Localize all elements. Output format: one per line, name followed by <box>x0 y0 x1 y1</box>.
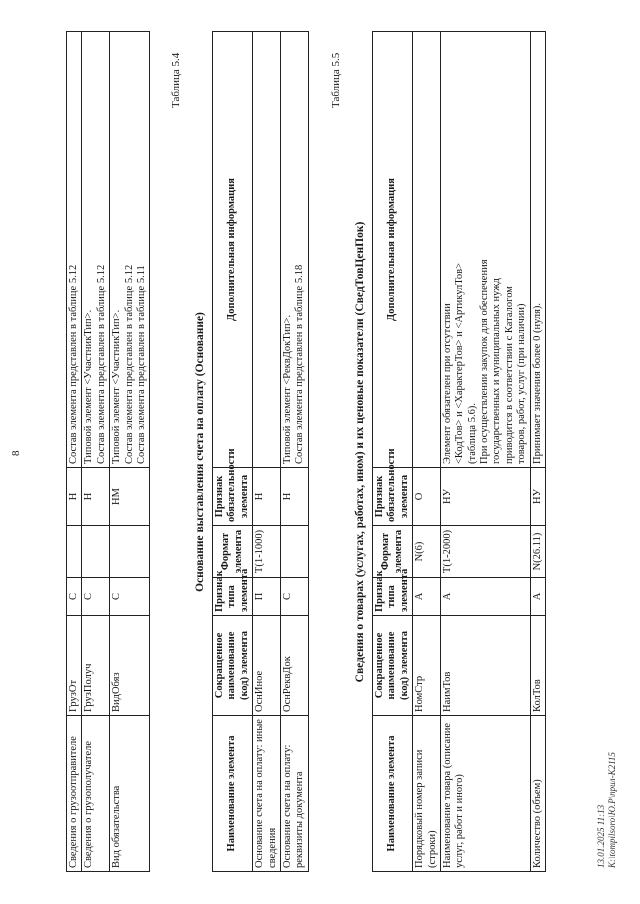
table-row <box>280 32 308 872</box>
additional-info-cell <box>530 32 545 468</box>
info-line: Типовой элемент <РеквДокТип>. <box>281 314 293 464</box>
info-line: (таблица 5.6). <box>466 403 478 464</box>
additional-info-cell <box>67 32 82 468</box>
element-format-cell <box>82 526 110 578</box>
page-number: 8 <box>10 450 22 456</box>
element-code-cell: ГрузПолуч <box>82 616 110 716</box>
element-format-cell: T(1-1000) <box>253 526 281 578</box>
element-name-cell: Основание счета на оплату: реквизиты документа <box>280 716 308 872</box>
table-5-4 <box>212 31 309 872</box>
element-required-cell: Н <box>280 468 308 526</box>
element-code-cell: ВидОбяз <box>110 616 150 716</box>
element-type-cell: С <box>280 578 308 616</box>
info-line: Типовой элемент <УчастникТип>. <box>83 309 95 464</box>
element-code-cell: КолТов <box>530 616 545 716</box>
element-type-cell: П <box>253 578 281 616</box>
element-code-cell: ГрузОт <box>67 616 82 716</box>
file-stamp <box>596 752 619 868</box>
info-line: Состав элемента представлен в таблице 5.11 <box>135 265 147 464</box>
element-required-cell: Н <box>253 468 281 526</box>
additional-info-cell <box>253 32 281 468</box>
info-line: Состав элемента представлен в таблице 5.12 <box>95 264 107 464</box>
table-row <box>67 32 82 872</box>
additional-info-cell <box>413 32 441 468</box>
column-header: Дополнительная информация <box>213 32 253 468</box>
element-type-cell: С <box>82 578 110 616</box>
column-header: Сокращенное наименование (код) элемента <box>373 616 413 716</box>
info-line: Состав элемента представлен в таблице 5.12 <box>123 264 135 464</box>
element-name-cell: Порядковый номер записи (строки) <box>413 716 441 872</box>
info-line: Принимает значения более 0 (нуля). <box>531 302 543 464</box>
element-code-cell: НаимТов <box>440 616 530 716</box>
element-name-cell: Наименование товара (описание услуг, работ и иного) <box>440 716 530 872</box>
element-name-cell: Сведения о грузоотправителе <box>67 716 82 872</box>
element-required-cell: О <box>413 468 441 526</box>
info-line: государственных и муниципальных нужд <box>491 278 503 464</box>
element-type-cell: А <box>413 578 441 616</box>
info-line: Типовой элемент <УчастникТип>. <box>111 309 123 464</box>
element-name-cell: Вид обязательства <box>110 716 150 872</box>
info-line: При осуществлении закупок для обеспечения <box>479 259 490 464</box>
table-5-5-title: Сведения о товарах (услугах, работах, ином) и их ценовые показатели (СведТовЦенПок) <box>354 221 366 683</box>
stamp-date: 13.01.2025 11:13 <box>596 804 606 868</box>
table-row <box>253 32 281 872</box>
element-required-cell: Н <box>82 468 110 526</box>
element-format-cell <box>280 526 308 578</box>
element-required-cell: Н <box>67 468 82 526</box>
element-code-cell: НомСтр <box>413 616 441 716</box>
element-name-cell: Сведения о грузополучателе <box>82 716 110 872</box>
table-row <box>413 32 441 872</box>
column-header: Наименование элемента <box>213 716 253 872</box>
info-line: <КодТов> и <ХарактерТов> и <АртикулТов> <box>454 262 466 464</box>
column-header: Признак обязательности элемента <box>213 468 253 526</box>
element-name-cell: Количество (объем) <box>530 716 545 872</box>
column-header: Сокращенное наименование (код) элемента <box>213 616 253 716</box>
info-line: Состав элемента представлен в таблице 5.18 <box>294 264 306 464</box>
column-header: Признак обязательности элемента <box>373 468 413 526</box>
table-continuation <box>66 31 150 872</box>
column-header: Признак типа элемента <box>213 578 253 616</box>
info-line: товаров, работ, услуг (при наличии) <box>516 303 528 464</box>
additional-info-cell <box>440 32 530 468</box>
element-format-cell: N(26.11) <box>530 526 545 578</box>
additional-info-cell <box>82 32 110 468</box>
element-type-cell: С <box>67 578 82 616</box>
table-row <box>530 32 545 872</box>
additional-info-cell <box>280 32 308 468</box>
column-header: Формат элемента <box>213 526 253 578</box>
table-5-4-caption: Таблица 5.4 <box>170 52 182 108</box>
element-code-cell: ОснРеквДок <box>280 616 308 716</box>
column-header: Наименование элемента <box>373 716 413 872</box>
table-5-5-caption: Таблица 5.5 <box>330 52 342 108</box>
element-type-cell: А <box>440 578 530 616</box>
element-required-cell: НУ <box>440 468 530 526</box>
element-type-cell: С <box>110 578 150 616</box>
element-type-cell: А <box>530 578 545 616</box>
column-header: Дополнительная информация <box>373 32 413 468</box>
element-format-cell: T(1-2000) <box>440 526 530 578</box>
column-header: Формат элемента <box>373 526 413 578</box>
table-5-4-title: Основание выставления счета на оплату (Основание) <box>194 312 206 592</box>
column-header: Признак типа элемента <box>373 578 413 616</box>
table-row <box>110 32 150 872</box>
element-required-cell: НМ <box>110 468 150 526</box>
element-code-cell: ОснИное <box>253 616 281 716</box>
stamp-path: К:\tompilsoro\Ю.Р\прил-К2115 <box>607 752 618 868</box>
element-required-cell: НУ <box>530 468 545 526</box>
element-format-cell: N(6) <box>413 526 441 578</box>
table-row <box>440 32 530 872</box>
element-name-cell: Основание счета на оплату: иные сведения <box>253 716 281 872</box>
element-format-cell <box>67 526 82 578</box>
element-format-cell <box>110 526 150 578</box>
table-5-5 <box>372 31 546 872</box>
info-line: Элемент обязателен при отсутствии <box>441 303 453 464</box>
info-line: приводится в соответствии с Каталогом <box>503 286 515 464</box>
table-row <box>82 32 110 872</box>
info-line: Состав элемента представлен в таблице 5.12 <box>68 264 79 464</box>
additional-info-cell <box>110 32 150 468</box>
